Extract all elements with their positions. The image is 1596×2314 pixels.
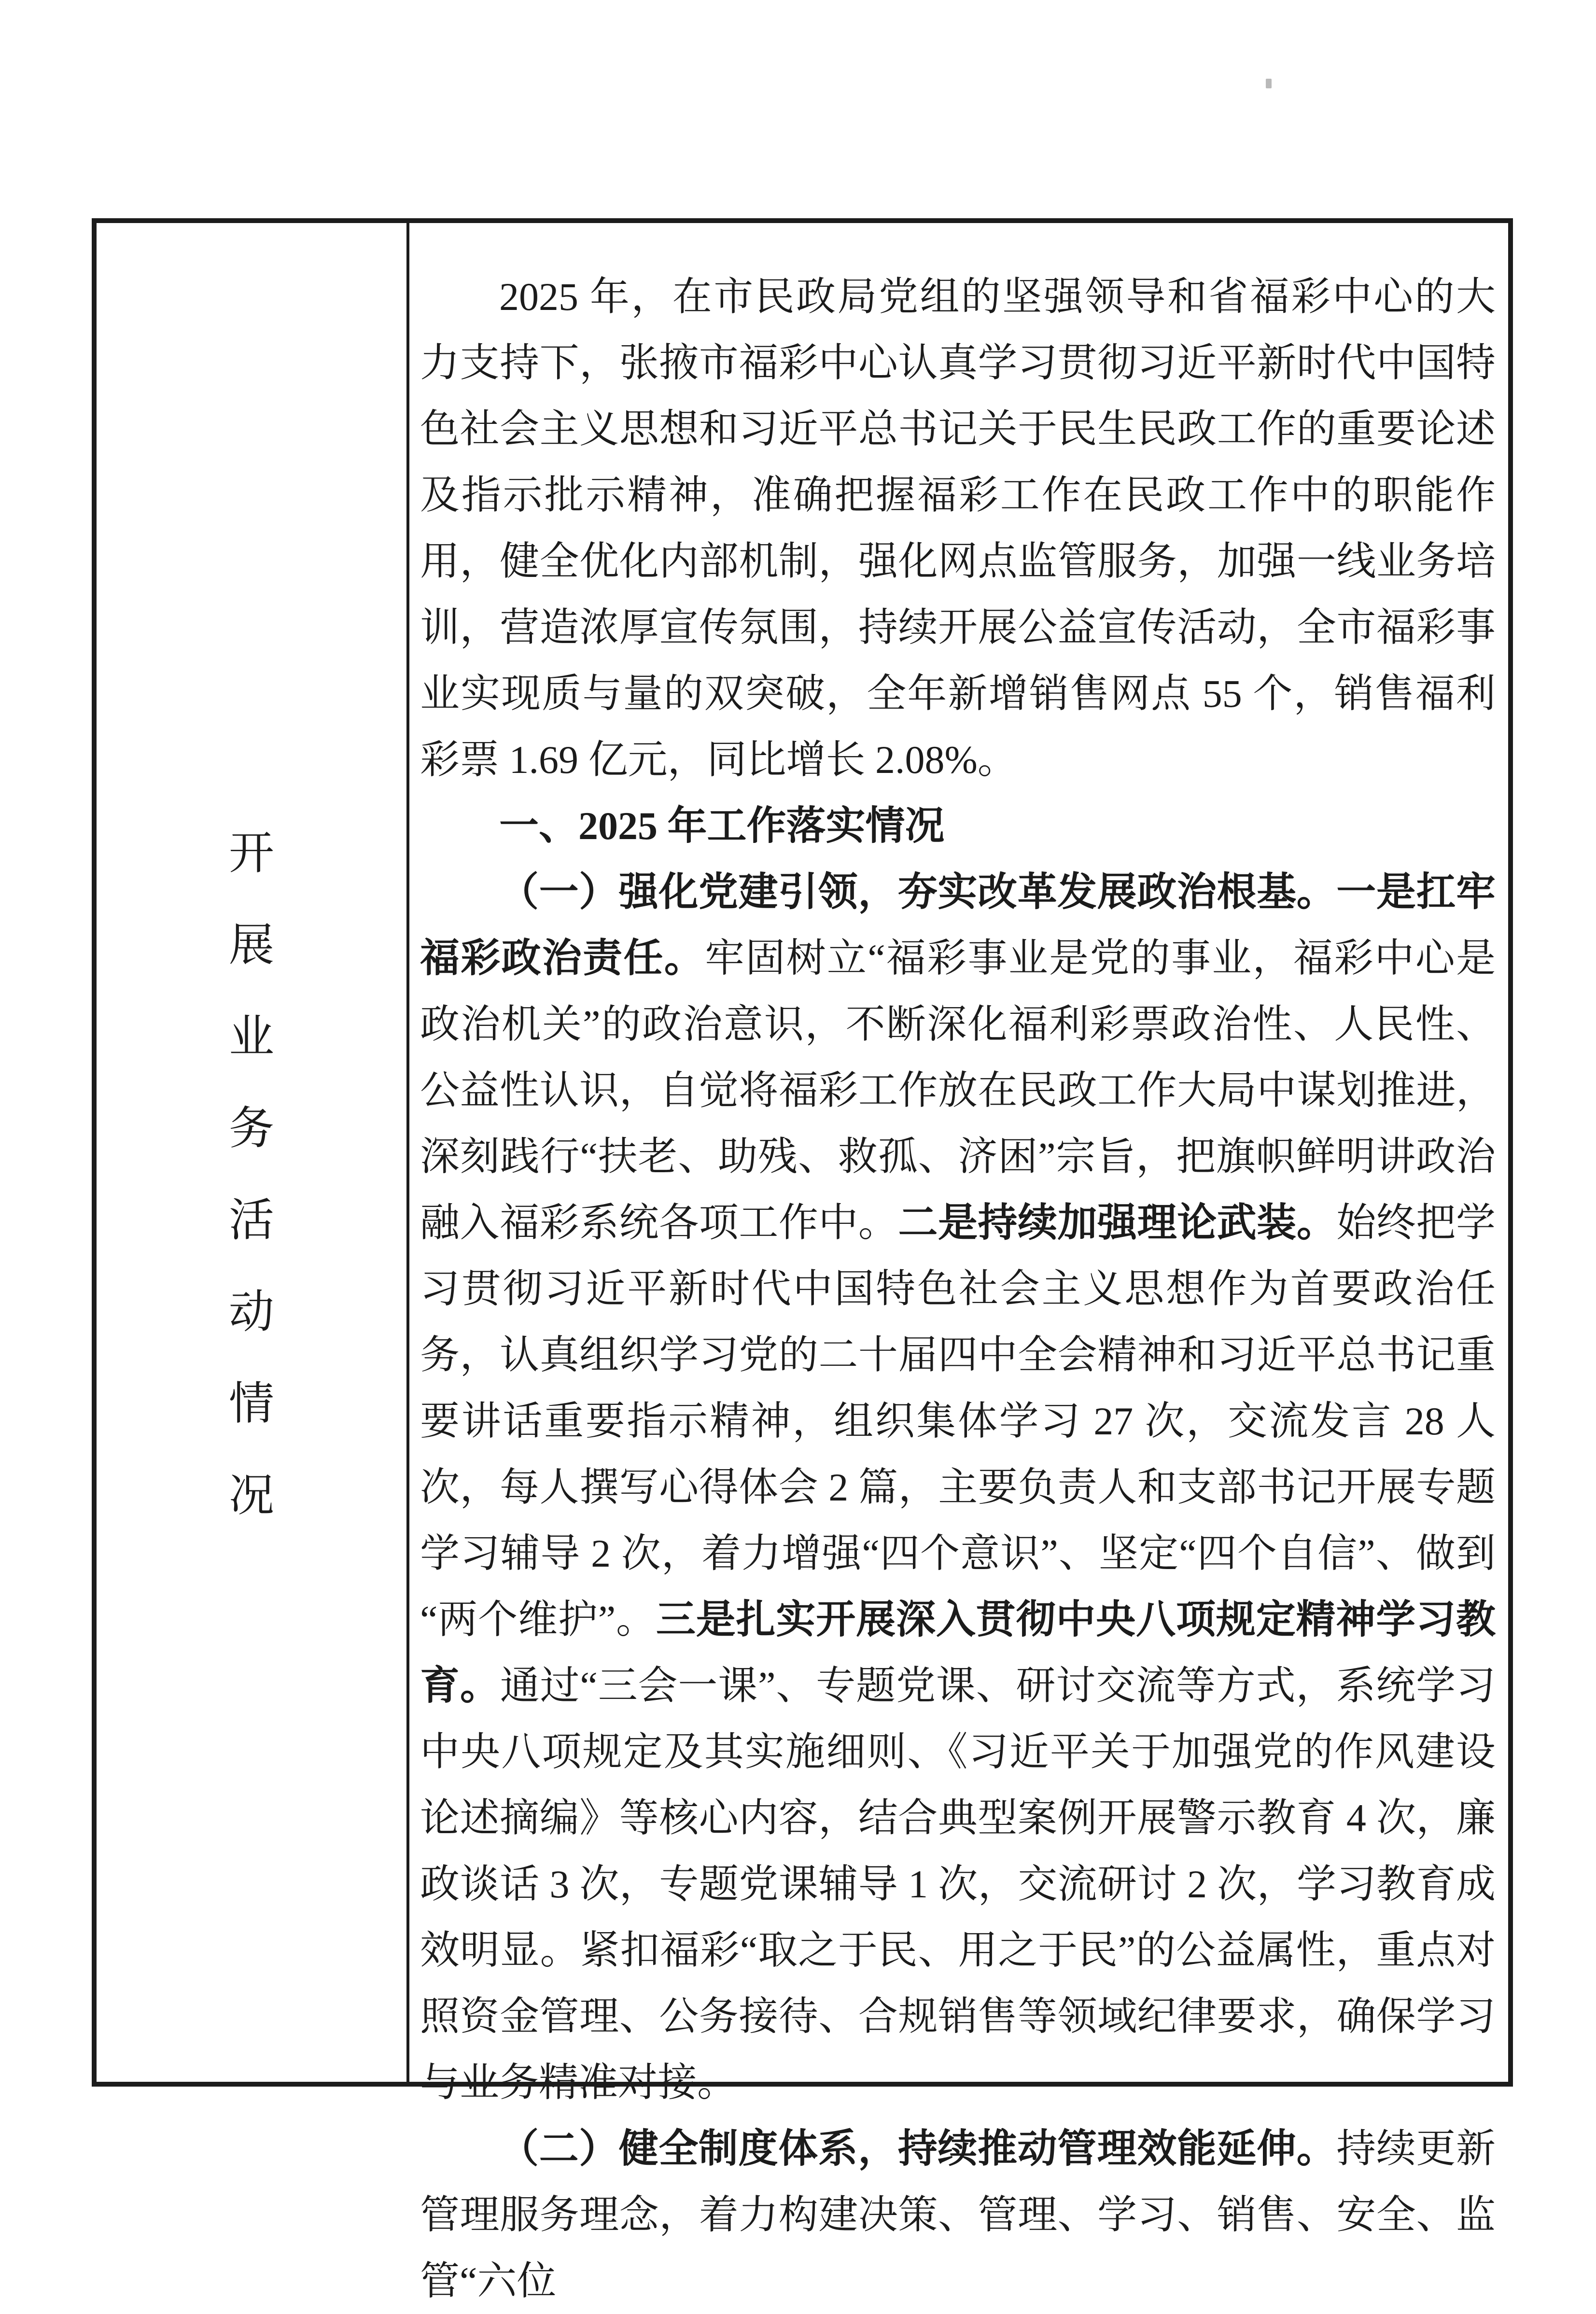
text-segment: 2025 年，在市民政局党组的坚强领导和省福彩中心的大力支持下，张掖市福彩中心认真学习贯彻习近平新时代中国特色社会主义思想和习近平总书记关于民生民政工作的重要论述及指示批示精神，准确把握福彩工作在民政工作中的职能作用，健全优化内部机制，强化网点监管服务，加强一线业务培训，营造浓厚宣传氛围，持续开展公益宣传活动，全市福彩事业实现质与量的双突破，全年新增销售网点 55 个，销售福利彩票 1.69 亿元，同比增长 2.08%。 [420,275,1496,782]
row-label-cell [97,223,409,2082]
row-label-char: 活 [228,1195,274,1246]
text-segment-bold: 三是扎实开展深入贯彻中央八项规定精神学习教育。 [420,1598,1496,1708]
row-label-char: 开 [228,828,274,879]
row-label-char: 务 [228,1104,274,1154]
row-label-char: 业 [228,1012,274,1062]
text-segment: 始终把学习贯彻习近平新时代中国特色社会主义思想作为首要政治任务，认真组织学习党的二十届四中全会精神和习近平总书记重要讲话重要指示精神，组织集体学习 27 次，交流发言 28 人次，每人撰写心得体会 2 篇，主要负责人和支部书记开展专题学习辅导 2 次，着力增强“四个意识”、坚定“四个自信”、做到“两个维护”。 [420,1201,1496,1641]
text-segment: 牢固树立“福彩事业是党的事业，福彩中心是政治机关”的政治意识，不断深化福利彩票政治性、人民性、公益性认识，自觉将福彩工作放在民政工作大局中谋划推进，深刻践行“扶老、助残、救孤、济困”宗旨，把旗帜鲜明讲政治融入福彩系统各项工作中。 [420,936,1496,1245]
row-label-char: 展 [228,920,274,970]
text-segment-bold: （二）健全制度体系，持续推动管理效能延伸。 [499,2127,1337,2171]
text-segment-bold: 二是持续加强理论武装。 [898,1201,1337,1245]
text-segment: 持续更新管理服务理念，着力构建决策、管理、学习、销售、安全、监管“六位 [420,2127,1496,2303]
body-paragraph-intro [420,264,1496,793]
row-label-char: 情 [228,1379,274,1429]
text-segment-bold: 一、2025 年工作落实情况 [499,804,945,848]
scan-artifact-dot [1266,79,1272,88]
body-paragraph-section-1-heading [420,793,1496,859]
row-label-char: 况 [228,1471,274,1521]
text-segment-bold: （一）强化党建引领，夯实改革发展政治根基。一是扛牢福彩政治责任。 [420,870,1496,980]
body-paragraph-para-1-2 [420,2116,1496,2314]
row-label-vertical-text [228,828,274,1521]
text-segment: 通过“三会一课”、专题党课、研讨交流等方式，系统学习中央八项规定及其实施细则、《习近平关于加强党的作风建设论述摘编》等核心内容，结合典型案例开展警示教育 4 次，廉政谈话 3 次，专题党课辅导 1 次，交流研讨 2 次，学习教育成效明显。紧扣福彩“取之于民、用之于民”的公益属性，重点对照资金管理、公务接待、合规销售等领域纪律要求，确保学习与业务精准对接。 [420,1664,1496,2104]
body-paragraph-para-1-1 [420,859,1496,2116]
report-body-cell [409,223,1508,2303]
report-table [92,218,1513,2303]
row-label-char: 动 [228,1287,274,1337]
